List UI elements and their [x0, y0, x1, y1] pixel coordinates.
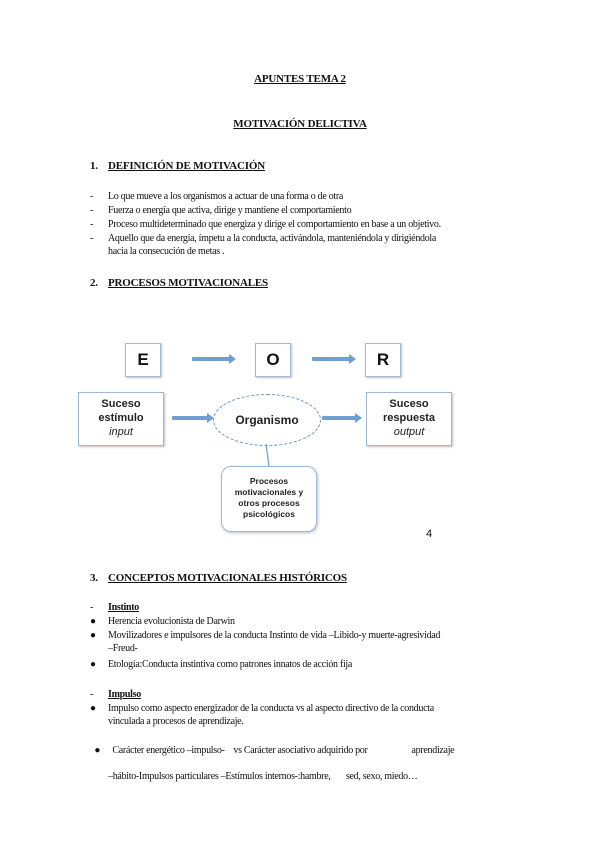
section-number: 1.	[90, 160, 98, 172]
list-item-text: Lo que mueve a los organismos a actuar de una forma o de otra	[108, 191, 344, 202]
document-title: APUNTES TEMA 2	[254, 73, 346, 85]
stimulus-label: Suceso	[101, 398, 141, 410]
list-item-text: Etología:Conducta instintiva como patrones innatos de acción fija	[108, 659, 353, 670]
letter-box-o: O	[255, 343, 291, 377]
list-item	[90, 615, 235, 628]
dash-marker: -	[90, 689, 94, 700]
list-item-text: Carácter energético –impulso- vs Carácter asociativo adquirido por aprendizaje	[112, 745, 455, 756]
list-item-continuation: –hábito-Impulsos particulares –Estímulos internos-:hambre, sed, sexo, miedo…	[108, 771, 418, 782]
figure-number: 4	[426, 528, 433, 540]
dash-marker: -	[90, 233, 94, 244]
response-label: respuesta	[383, 412, 435, 424]
bullet-icon: ●	[90, 659, 96, 670]
section-title: CONCEPTOS MOTIVACIONALES HISTÓRICOS	[108, 572, 347, 584]
bullet-icon: ●	[94, 745, 101, 756]
stimulus-label: estímulo	[98, 412, 144, 424]
organism-ellipse: Organismo	[213, 394, 321, 446]
process-label: otros procesos	[238, 498, 300, 508]
process-label: Procesos	[249, 476, 289, 486]
list-item-text: Aquello que da energía, ímpetu a la conducta, activándola, manteniéndola y dirigiéndola	[108, 233, 437, 244]
list-item	[90, 731, 454, 796]
list-item	[90, 658, 352, 671]
subsection-impulso	[90, 688, 141, 701]
list-item	[90, 629, 530, 655]
list-item-continuation: hacia la consecución de metas .	[108, 246, 225, 257]
process-label: motivacionales y	[234, 487, 304, 497]
section-title: DEFINICIÓN DE MOTIVACIÓN	[108, 160, 265, 172]
bullet-icon: ●	[90, 630, 96, 641]
section-number: 3.	[90, 572, 98, 584]
response-output-label: output	[393, 426, 425, 438]
process-label: psicológicos	[243, 509, 295, 519]
stimulus-input-label: input	[109, 426, 133, 438]
section-heading-3	[90, 572, 347, 584]
response-label: Suceso	[389, 398, 429, 410]
dash-marker: -	[90, 602, 94, 613]
subsection-title: Impulso	[108, 689, 141, 700]
letter-box-e: E	[125, 343, 161, 377]
list-item-continuation: –Freud-	[108, 643, 138, 654]
bullet-icon: ●	[90, 616, 96, 627]
letter-box-r: R	[365, 343, 401, 377]
subsection-instinto	[90, 601, 139, 614]
list-item	[90, 702, 434, 728]
list-item-text: Herencia evolucionista de Darwin	[108, 616, 235, 627]
list-item-text: Fuerza o energía que activa, dirige y mantiene el comportamiento	[108, 205, 352, 216]
list-item-text: Movilizadores e impulsores de la conducta Instinto de vida –Libido-y muerte-agresividad	[108, 630, 441, 641]
section-title: PROCESOS MOTIVACIONALES	[108, 277, 268, 289]
process-box	[221, 466, 317, 532]
dash-marker: -	[90, 191, 94, 202]
section-number: 2.	[90, 277, 98, 289]
list-item-text: Proceso multideterminado que energiza y dirige el comportamiento en base a un objetivo.	[108, 219, 441, 230]
document-subtitle: MOTIVACIÓN DELICTIVA	[233, 118, 367, 130]
dash-marker: -	[90, 219, 94, 230]
list-item-continuation: vinculada a procesos de aprendizaje.	[108, 716, 244, 727]
bullet-icon: ●	[90, 703, 96, 714]
dash-marker: -	[90, 205, 94, 216]
list-item-text: Impulso como aspecto energizador de la conducta vs al aspecto directivo de la conducta	[108, 703, 434, 714]
subsection-title: Instinto	[108, 602, 139, 613]
